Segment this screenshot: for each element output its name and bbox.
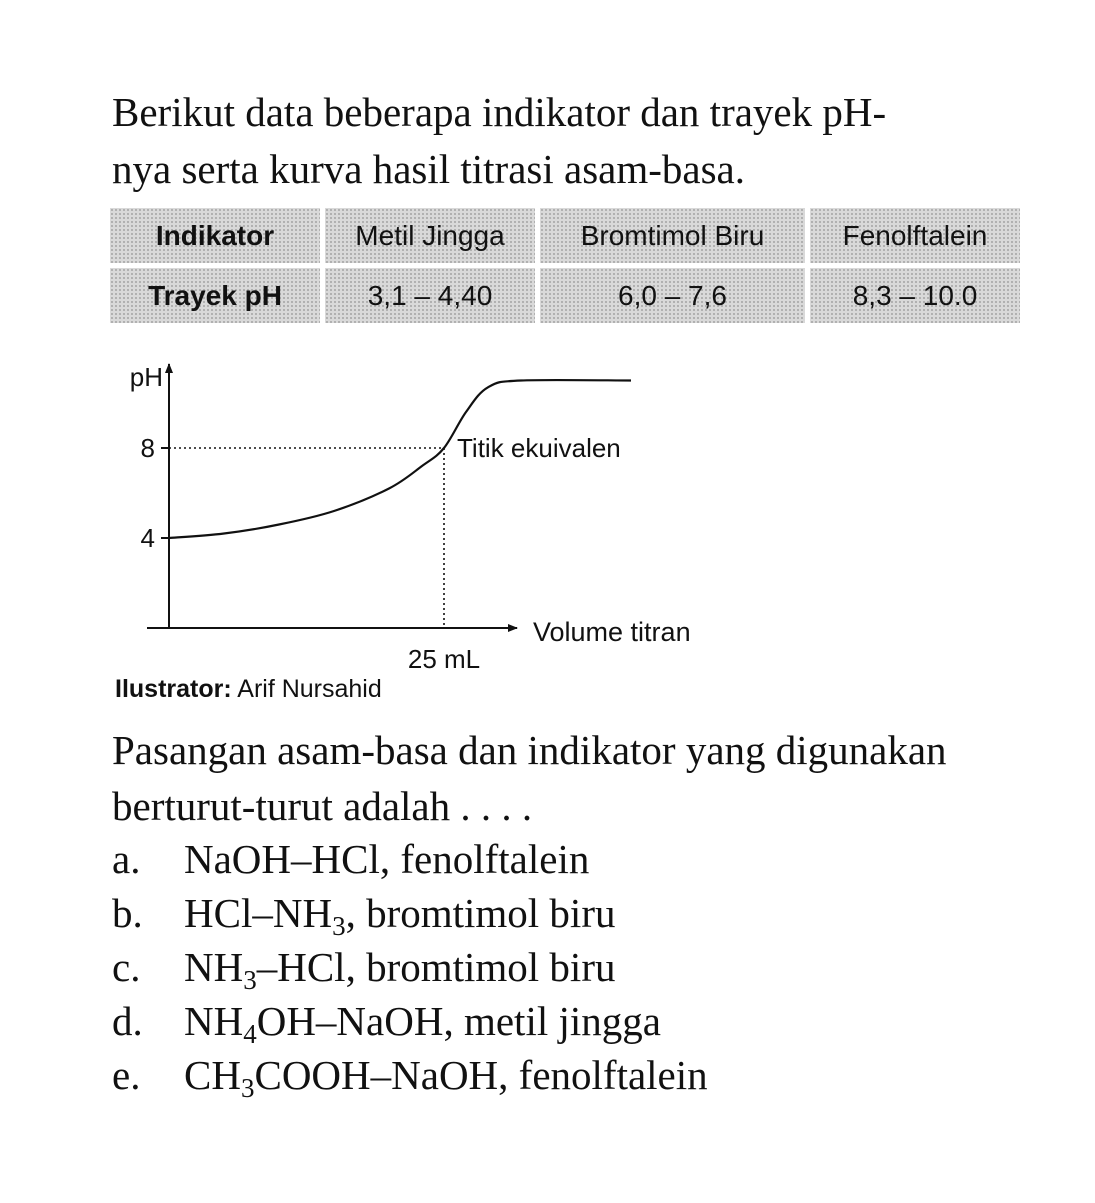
option-text: $NH_4OH$–NaOH, metil jingga	[184, 998, 661, 1049]
answer-option[interactable]	[112, 832, 708, 886]
table-cell-range: 3,1 – 4,40	[320, 268, 535, 323]
question-text	[112, 722, 1032, 834]
question-line-2: berturut-turut adalah . . . .	[112, 783, 533, 829]
option-letter: d.	[112, 998, 143, 1044]
subscript: 3	[332, 911, 346, 941]
option-letter: e.	[112, 1052, 141, 1098]
option-text: $NH_3$–HCl, bromtimol biru	[184, 944, 616, 995]
answer-option[interactable]	[112, 1048, 708, 1102]
option-text: NaOH–HCl, fenolftalein	[184, 836, 590, 882]
credit-label: Ilustrator:	[115, 675, 232, 703]
table-cell-indicator: Fenolftalein	[805, 208, 1020, 268]
table-row-label: Indikator	[110, 208, 320, 268]
answer-option[interactable]	[112, 994, 708, 1048]
option-letter: a.	[112, 836, 141, 882]
indicator-table	[110, 208, 1020, 323]
credit-name: Arif Nursahid	[237, 675, 382, 703]
intro-text	[112, 84, 1017, 198]
y-tick-label: 4	[140, 523, 155, 553]
table-cell-range: 8,3 – 10.0	[805, 268, 1020, 323]
subscript: 3	[240, 1073, 255, 1103]
subscript: 4	[243, 1019, 257, 1049]
answer-option[interactable]	[112, 886, 708, 940]
x-tick-label: 25 mL	[407, 644, 481, 670]
subscript: 3	[243, 965, 257, 995]
option-text: HCl–$NH_3$, bromtimol biru	[184, 890, 616, 941]
answer-options	[112, 832, 708, 1102]
option-letter: b.	[112, 890, 143, 936]
question-line-1: Pasangan asam-basa dan indikator yang digunakan	[112, 727, 947, 773]
table-row-trayek	[110, 268, 1020, 323]
option-text: $CH_3COOH$–NaOH, fenolftalein	[184, 1052, 708, 1103]
option-letter: c.	[112, 944, 141, 990]
titration-chart	[105, 350, 745, 670]
axis-ticks	[141, 433, 481, 670]
table-row-indikator	[110, 208, 1020, 268]
table-cell-range: 6,0 – 7,6	[535, 268, 805, 323]
table-row-label: Trayek pH	[110, 268, 320, 323]
intro-line-2: nya serta kurva hasil titrasi asam-basa.	[112, 146, 745, 192]
equivalence-point-label: Titik ekuivalen	[457, 433, 621, 463]
intro-line-1: Berikut data beberapa indikator dan trayek pH-	[112, 89, 887, 135]
table-cell-indicator: Bromtimol Biru	[535, 208, 805, 268]
answer-option[interactable]	[112, 940, 708, 994]
illustrator-credit	[115, 675, 382, 704]
y-axis-label: pH	[129, 362, 163, 392]
table-cell-indicator: Metil Jingga	[320, 208, 535, 268]
x-axis-label: Volume titran	[533, 617, 691, 647]
equivalence-guides	[169, 448, 444, 628]
y-tick-label: 8	[140, 433, 155, 463]
